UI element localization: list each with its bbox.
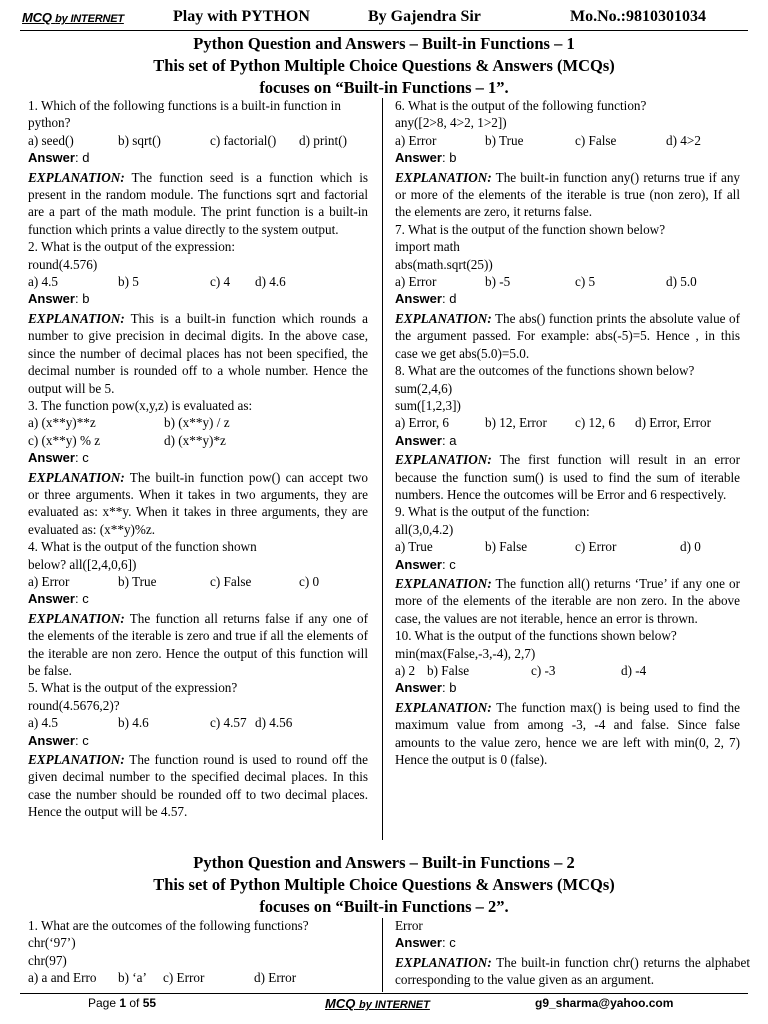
footer-divider (20, 993, 748, 994)
footer-email: g9_sharma@yahoo.com (535, 996, 674, 1010)
explanation-5: EXPLANATION: The function round is used to round off the given decimal number to the specified decimal places. In this case the number should be rounded off to two decimal places. Hence the output will be 4.57. (28, 752, 368, 820)
explanation-9: EXPLANATION: The function all() returns ‘True’ if any one or more of the elements of the iterable are non zero. In the above case, the values are not iterable, hence an error is thrown. (395, 575, 741, 626)
explanation-7: EXPLANATION: The abs() function prints the absolute value of the argument passed. For example: abs(-5)=5. Hence , in this case we get abs(5.0)=5.0. (395, 310, 741, 361)
answer-8: Answer: a (395, 432, 457, 448)
header-mobile: Mo.No.:9810301034 (570, 8, 706, 25)
explanation-2: EXPLANATION: This is a built-in function which rounds a number to give precision in decimal digits. In the above case, since the number of decimal places has not been specified, the decimal number is rounded off to a whole number. Hence the output will be 5. (28, 310, 368, 396)
section1-subheading-2: focuses on “Built-in Functions – 1”. (259, 78, 509, 97)
question-6: 6. What is the output of the following function? (395, 98, 647, 113)
answer-6: Answer: b (395, 150, 457, 166)
header-divider (20, 30, 748, 31)
explanation-8: EXPLANATION: The first function will result in an error because the function sum() is used to find the sum of iterable numbers. Hence the outcomes will be Error and 6 respectively. (395, 452, 740, 502)
answer-3: Answer: c (28, 450, 89, 466)
footer-brand-logo: MCQ by INTERNET (325, 996, 430, 1011)
question-2-options: a) 4.5 b) 5 c) 4 d) 4.6 (28, 274, 286, 290)
section2-right-column (395, 917, 750, 989)
explanation-6: EXPLANATION: The built-in function any() returns true if any or more of the elements of the iterable is true (non zero), If all the elements are zero, it returns false. (395, 169, 741, 220)
question-5-options: a) 4.5 b) 4.6 c) 4.57 d) 4.56 (28, 715, 293, 731)
explanation-10: EXPLANATION: The function max() is being used to find the maximum value from among -3, -4 and false. Since false amounts to the value zero, hence we are left with min(0, 2, 7) Hence the output is 0 (false). (395, 699, 740, 768)
explanation-1: EXPLANATION: The function seed is a function which is present in the random module. The functions sqrt and factorial are a part of the math module. The print function is a built-in function which prints a value directly to the system output. (28, 169, 368, 237)
column-divider-2 (382, 918, 383, 992)
answer-10: Answer: b (395, 680, 457, 696)
right-column: 6. What is the output of the following function? any([2>8, 4>2, 1>2]) a) Error b) True c) False d) 4>2 Answer: b EXPLANATION: The built-in function any() returns true if any or more of the elements of the iterable is true (non zero), If all the elements are zero, it returns false. 7. What is the output of the function shown below? import math abs(math.sqrt(25)) a) Error b) -5 c) 5 d) 5.0 Answer: d EXPLANATION: The abs() function prints the absolute value of the argument passed. For example: abs(-5)=5. Hence , in this case we get abs(5.0)=5.0. 8. What are the outcomes of the functions shown below? sum(2,4,6) sum([1,2,3]) a) Error, 6 b) 12, Error c) 12, 6 d) Error, Error Answer: a EXPLANATION: The first function will result in an error because the function sum() is used to find the sum of iterable numbers. Hence the outcomes will be Error and 6 respectively. 9. What is the output of the function: all(3,0,4.2) a) True b) False c) Error d) 0 Answer: c EXPLANATION: The function all() returns ‘True’ if any one or more of the elements of the iterable are non zero. In the above case, the values are not iterable, hence an error is thrown. 10. What is the output of the functions shown below? min(max(False,-3,-4), 2,7) a) 2 b) False c) -3 d) -4 Answer: b EXPLANATION: The function max() is being used to find the maximum value from among -3, -4 and false. Since false amounts to the value zero, hence we are left with min(0, 2, 7) Hence the output is 0 (false). (395, 98, 741, 768)
question-1-options: a) seed() b) sqrt() c) factorial() d) print() (28, 132, 347, 148)
section1-subheading-1: This set of Python Multiple Choice Questions & Answers (MCQs) (153, 56, 615, 75)
question-4: 4. What is the output of the function shown (28, 539, 257, 555)
question-3-options-row2: c) (x**y) % z d) (x**y)*z (28, 432, 226, 448)
question-6-options: a) Error b) True c) False d) 4>2 (395, 132, 701, 148)
question-3-options-row1: a) (x**y)**z b) (x**y) / z (28, 415, 230, 431)
s2-explanation-1: EXPLANATION: The built-in function chr() returns the alphabet corresponding to the value given as an argument. (395, 954, 750, 988)
section1-heading: Python Question and Answers – Built-in Functions – 1 (193, 34, 575, 53)
answer-1: Answer: d (28, 150, 90, 166)
question-2: 2. What is the output of the expression: (28, 239, 236, 255)
question-8-options: a) Error, 6 b) 12, Error c) 12, 6 d) Error, Error (395, 415, 711, 431)
question-10-options: a) 2 b) False c) -3 d) -4 (395, 663, 647, 678)
question-9-options: a) True b) False c) Error d) 0 (395, 539, 701, 555)
question-3: 3. The function pow(x,y,z) is evaluated as: (28, 397, 253, 413)
s2-question-1-options: a) a and Erro b) ‘a’ c) Error d) Error (28, 970, 297, 986)
question-5: 5. What is the output of the expression? (28, 680, 238, 696)
answer-4: Answer: c (28, 591, 89, 607)
question-4-options: a) Error b) True c) False c) 0 (28, 573, 320, 589)
left-column: 1. Which of the following functions is a built-in function in python? a) seed() b) sqrt() c) factorial() d) print() Answer: d EXPLANATION: The function seed is a function which is present in the random module. The functions sqrt and factorial are a part of the math module. The print function is a built-in function which prints a value directly to the system output. 2. What is the output of the expression: round(4.576) a) 4.5 b) 5 c) 4 d) 4.6 Answer: b EXPLANATION: This is a built-in function which rounds a number to give precision in decimal digits. In the above case, since the number of decimal places has not been specified, the decimal number is rounded off to a whole number. Hence the output will be 5. 3. The function pow(x,y,z) is evaluated as: a) (x**y)**z b) (x**y) / z c) (x**y) % z d) (x**y)*z Answer: c EXPLANATION: The built-in function pow() can accept two or three arguments. When it takes in two arguments, they are evaluated as: x**y. When it takes in three arguments, they are evaluated as: (x**y)%z. 4. What is the output of the function shown below? all([2,4,0,6]) a) Error b) True c) False c) 0 Answer: c EXPLANATION: The function all returns false if any one of the elements of the iterable is zero and true if all the elements of the iterable are non zero. Hence the output of this function will be false. 5. What is the output of the expression? round(4.5676,2)? a) 4.5 b) 4.6 c) 4.57 d) 4.56 Answer: c EXPLANATION: The function round is used to round off the given decimal number to the specified decimal places. In this case the number should be rounded off to two decimal places. Hence the output will be 4.57. (28, 98, 368, 820)
question-7: 7. What is the output of the function shown below? (395, 221, 666, 237)
answer-9: Answer: c (395, 556, 456, 572)
header-author: By Gajendra Sir (368, 8, 481, 25)
question-8: 8. What are the outcomes of the functions shown below? (395, 363, 695, 379)
question-1: 1. Which of the following functions is a built-in function in (28, 98, 341, 113)
s2-answer-option-d: Error (395, 918, 423, 933)
section2-subheading-1: This set of Python Multiple Choice Questions & Answers (MCQs) (153, 875, 615, 894)
header-brand-logo: MCQ by INTERNET (22, 10, 124, 25)
answer-5: Answer: c (28, 732, 89, 748)
explanation-4: EXPLANATION: The function all returns false if any one of the elements of the iterable is zero and true if all the elements of the iterable are non zero. Hence the output of this function will be false. (28, 610, 368, 678)
answer-2: Answer: b (28, 291, 90, 307)
top-header (0, 8, 768, 30)
page-indicator: Page 1 of 55 (88, 996, 157, 1010)
question-9: 9. What is the output of the function: (395, 504, 590, 520)
s2-answer-1: Answer: c (395, 935, 456, 951)
section2-left-column: 1. What are the outcomes of the following functions? chr(‘97’) chr(97) a) a and Erro b) ‘a’ c) Error d) Error (28, 917, 373, 987)
section2-heading: Python Question and Answers – Built-in Functions – 2 (193, 853, 575, 872)
answer-7: Answer: d (395, 291, 457, 307)
question-10: 10. What is the output of the functions shown below? (395, 628, 677, 644)
question-7-options: a) Error b) -5 c) 5 d) 5.0 (395, 274, 697, 290)
explanation-3: EXPLANATION: The built-in function pow() can accept two or three arguments. When it takes in two arguments, they are evaluated as: x**y. When it takes in three arguments, they are evaluated as: (x**y)%z. (28, 469, 368, 537)
s2-question-1: 1. What are the outcomes of the following functions? (28, 918, 309, 933)
column-divider (382, 98, 383, 840)
header-title: Play with PYTHON (173, 8, 310, 25)
section2-subheading-2: focuses on “Built-in Functions – 2”. (259, 897, 509, 916)
